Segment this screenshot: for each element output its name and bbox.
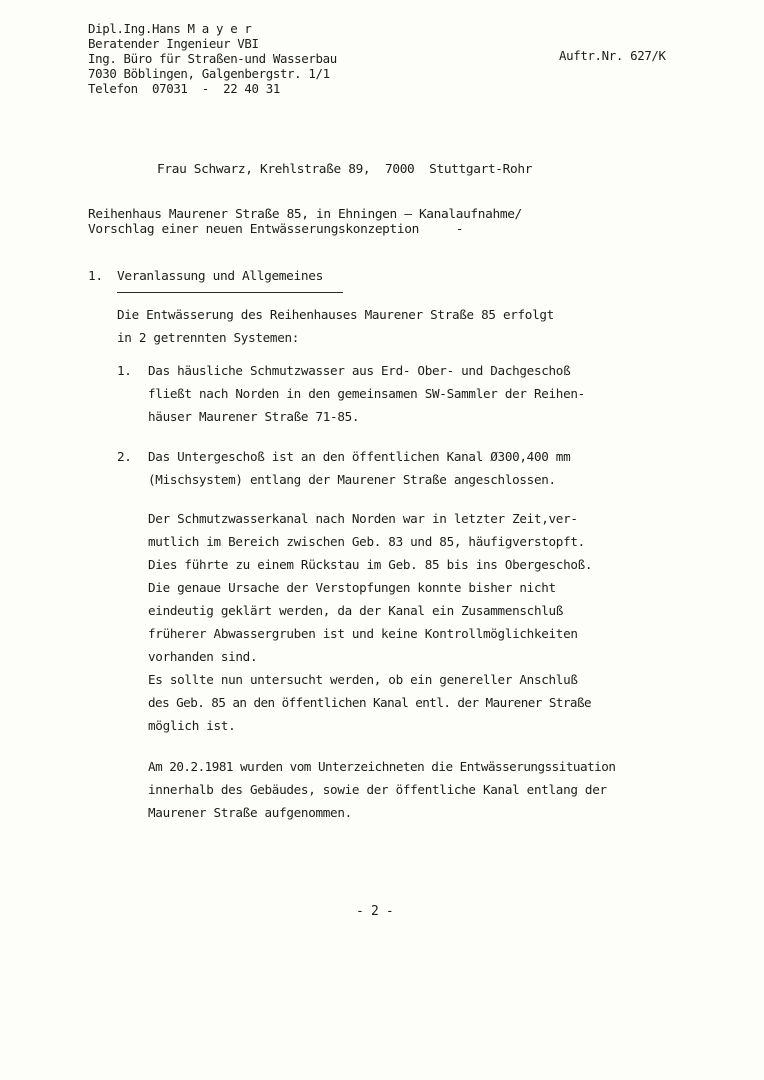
text-line: innerhalb des Gebäudes, sowie der öffentliche Kanal entlang der [148, 782, 607, 797]
text-line: Das häusliche Schmutzwasser aus Erd- Ober- und Dachgeschoß [148, 363, 571, 378]
letterhead-office: Ing. Büro für Straßen-und Wasserbau [88, 51, 337, 66]
list-item-number: 2. [117, 449, 132, 464]
text-line: Der Schmutzwasserkanal nach Norden war in letzter Zeit,ver- [148, 511, 578, 526]
letterhead-address: 7030 Böblingen, Galgenbergstr. 1/1 [88, 66, 330, 81]
text-line: häuser Maurener Straße 71-85. [148, 409, 360, 424]
text-line: in 2 getrennten Systemen: [117, 330, 300, 345]
section-title: Veranlassung und Allgemeines [117, 269, 323, 284]
text-line: eindeutig geklärt werden, da der Kanal ein Zusammenschluß [148, 603, 564, 618]
section-title-underline [117, 292, 343, 293]
text-line: Dies führte zu einem Rückstau im Geb. 85 bis ins Obergeschoß. [148, 557, 593, 572]
section-number: 1. [88, 269, 103, 284]
text-line: möglich ist. [148, 718, 236, 733]
subject-line: Reihenhaus Maurener Straße 85, in Ehningen — Kanalaufnahme/ [88, 207, 522, 222]
page-number: - 2 - [356, 904, 394, 919]
text-line: fließt nach Norden in den gemeinsamen SW-Sammler der Reihen- [148, 386, 585, 401]
order-number: Auftr.Nr. 627/K [559, 48, 666, 63]
text-line: Die Entwässerung des Reihenhauses Maurener Straße 85 erfolgt [117, 307, 554, 322]
text-line: Am 20.2.1981 wurden vom Unterzeichneten die Entwässerungssituation [148, 759, 616, 774]
text-line: Maurener Straße aufgenommen. [148, 805, 352, 820]
letterhead-name: Dipl.Ing.Hans M a y e r [88, 21, 252, 36]
text-line: mutlich im Bereich zwischen Geb. 83 und 85, häufigverstopft. [148, 534, 585, 549]
text-line: (Mischsystem) entlang der Maurener Straße angeschlossen. [148, 472, 556, 487]
list-item-number: 1. [117, 363, 132, 378]
text-line: Es sollte nun untersucht werden, ob ein genereller Anschluß [148, 672, 578, 687]
letterhead-title: Beratender Ingenieur VBI [88, 36, 259, 51]
text-line: vorhanden sind. [148, 649, 258, 664]
text-line: des Geb. 85 an den öffentlichen Kanal entl. der Maurener Straße [148, 695, 592, 710]
text-line: früherer Abwassergruben ist und keine Kontrollmöglichkeiten [148, 626, 578, 641]
letterhead-phone: Telefon 07031 - 22 40 31 [88, 81, 280, 96]
recipient: Frau Schwarz, Krehlstraße 89, 7000 Stuttgart-Rohr [157, 162, 533, 177]
text-line: Das Untergeschoß ist an den öffentlichen Kanal Ø300,400 mm [148, 449, 571, 464]
text-line: Die genaue Ursache der Verstopfungen konnte bisher nicht [148, 580, 556, 595]
subject-line: Vorschlag einer neuen Entwässerungskonzeption - [88, 222, 464, 237]
